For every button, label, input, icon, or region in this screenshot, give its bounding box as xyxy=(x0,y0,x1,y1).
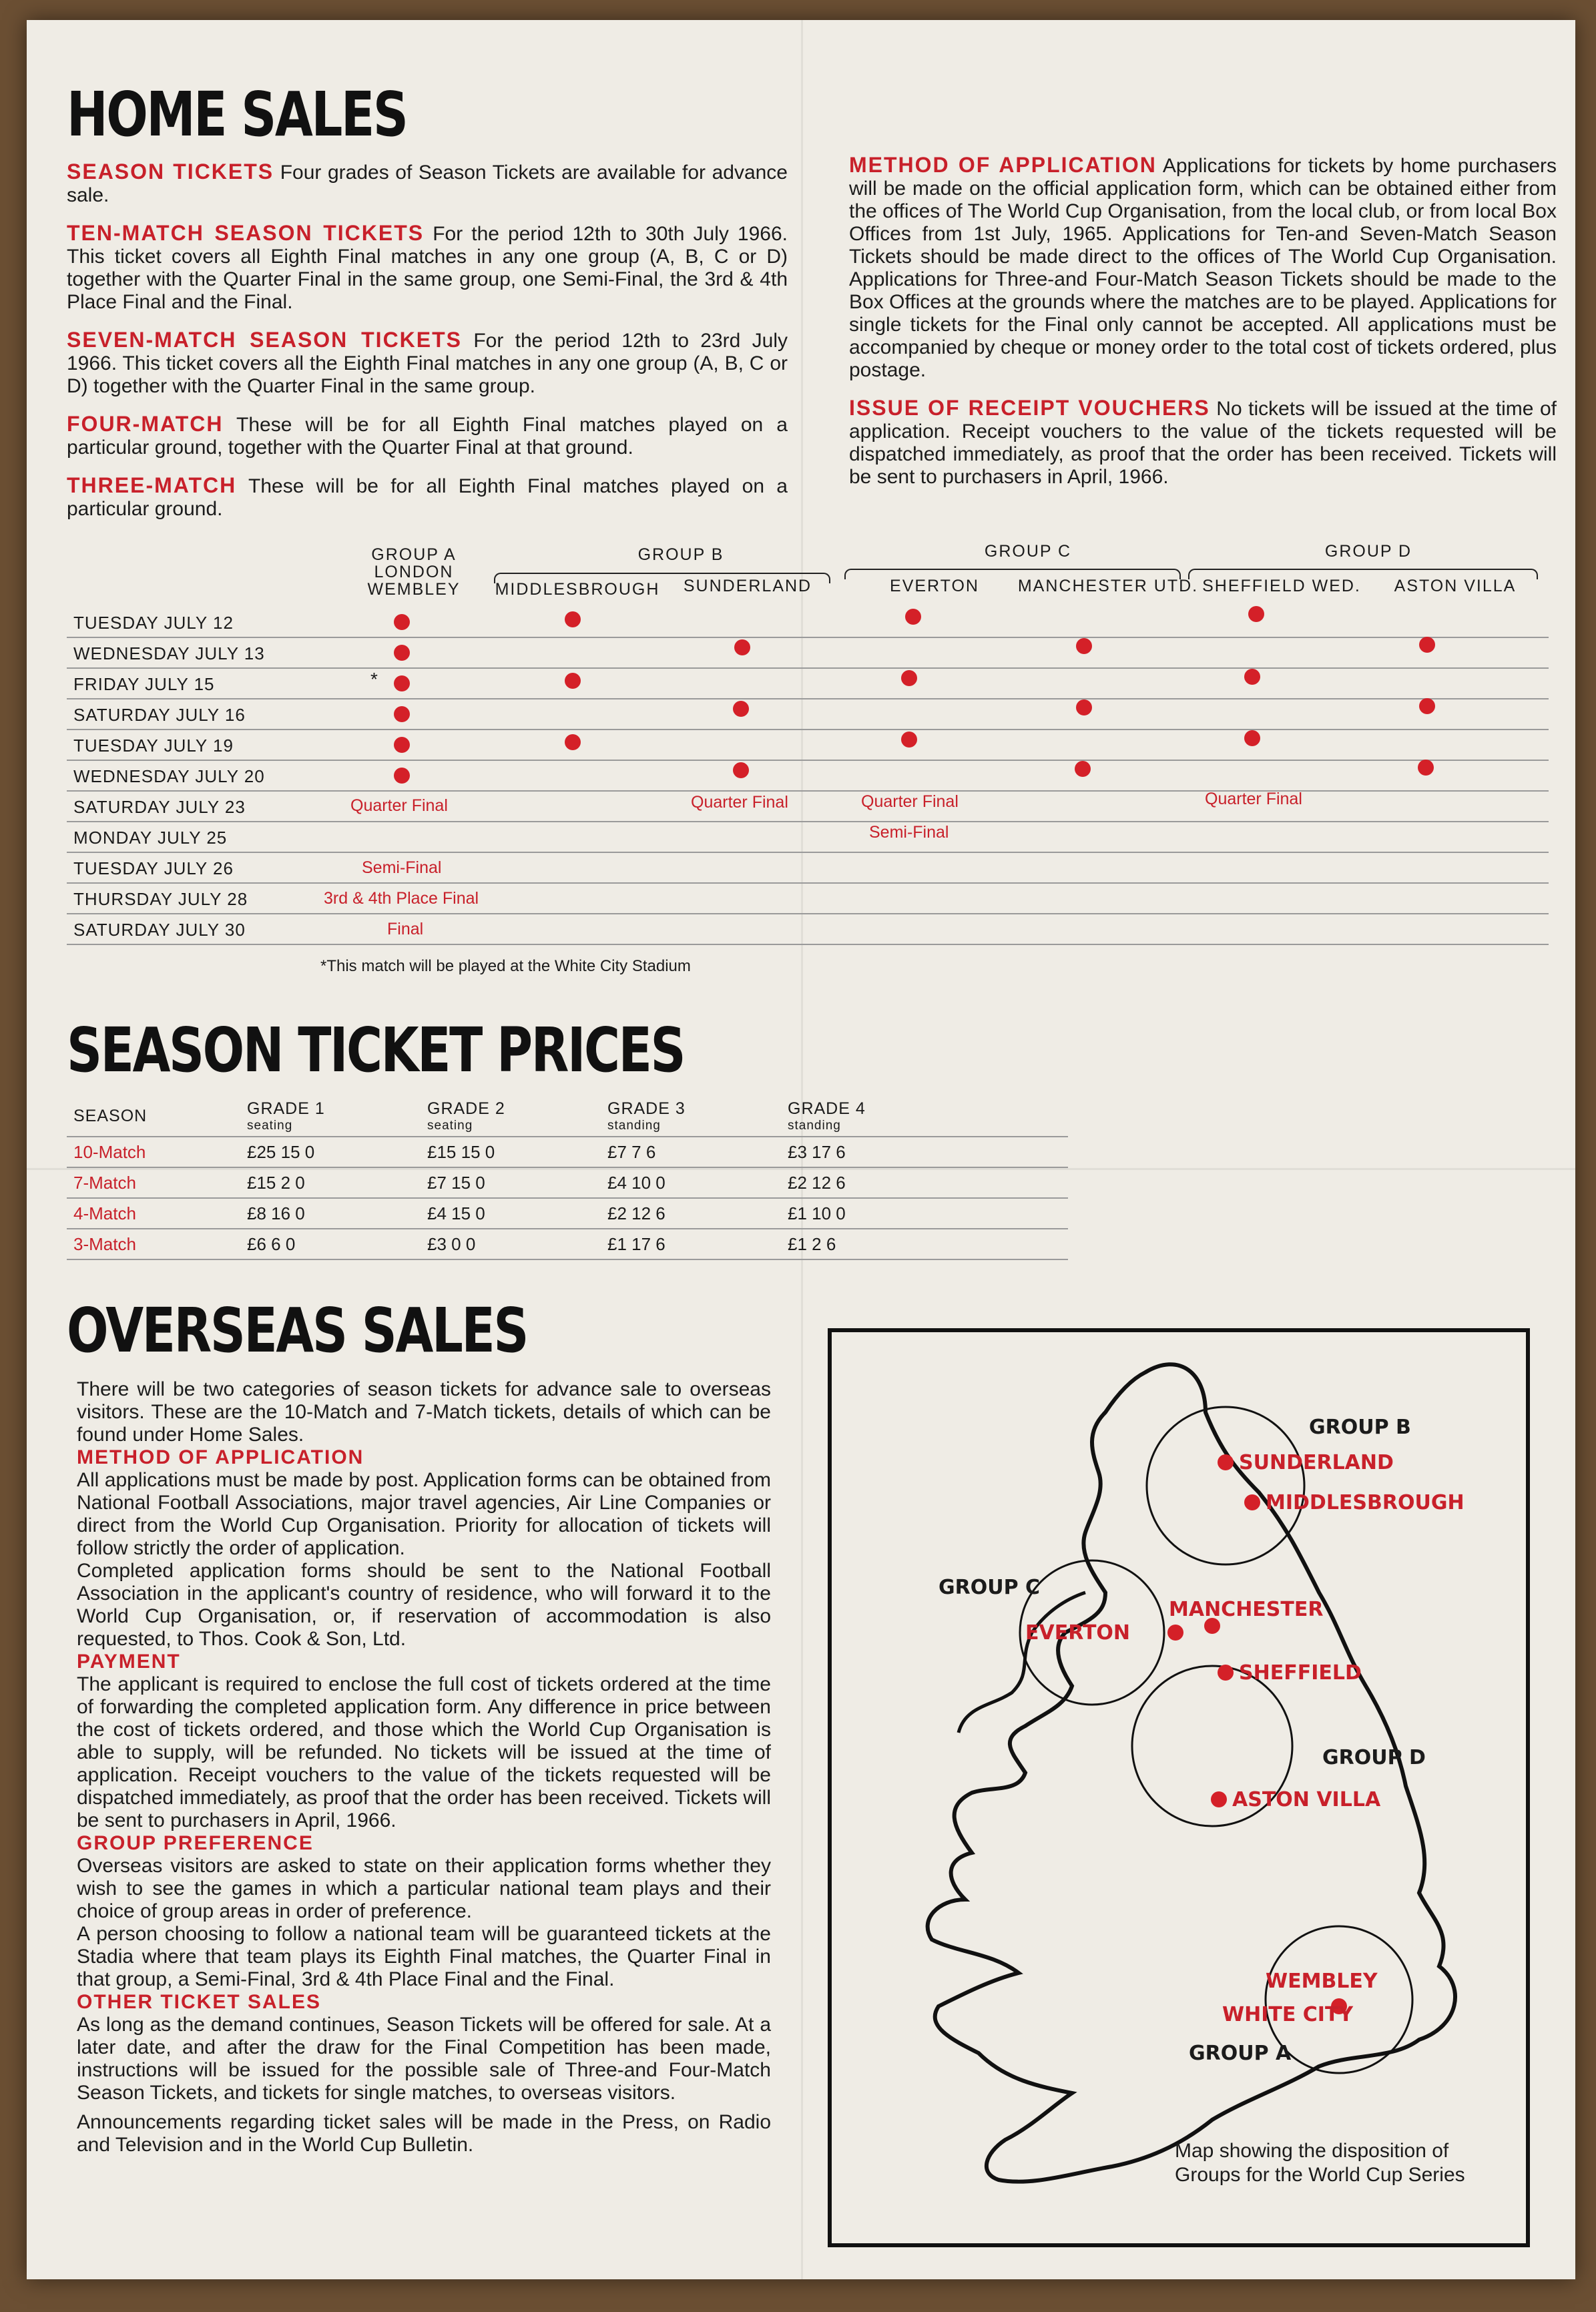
three-match-label: THREE-MATCH xyxy=(67,473,237,497)
row-divider xyxy=(67,637,1549,638)
venue-middlesbrough: MIDDLESBROUGH xyxy=(495,580,660,599)
event-third-place-final: 3rd & 4th Place Final xyxy=(324,889,479,908)
ten-match-text: For the period 12th to 30th July 1966. This ticket covers all Eighth Final matches in any one group (A, B, C or D) together with the Quarter Final in the same group, one Semi-Final, the 3rd & 4th Place Final and the Final. xyxy=(67,223,788,313)
match-dot xyxy=(1418,760,1434,776)
home-sales-right-column xyxy=(849,154,1557,489)
event-final: Final xyxy=(387,920,424,938)
match-dot xyxy=(1244,669,1260,685)
venue-everton: EVERTON xyxy=(890,577,979,595)
match-dot xyxy=(733,701,749,717)
overseas-method-text: All applications must be made by post. Application forms can be obtained from National Football Associations, major travel agencies, Air Line Companies or direct from the World Cup Organisation. Priority for allocation of tickets will follow strictly the order of application. xyxy=(77,1469,771,1559)
map-sunderland-label: SUNDERLAND xyxy=(1239,1451,1394,1474)
grade2-sub: seating xyxy=(427,1118,473,1133)
city-dot xyxy=(1244,1494,1260,1510)
grade4-sub: standing xyxy=(788,1118,841,1133)
match-dot xyxy=(901,670,917,686)
grade4-label: GRADE 4 xyxy=(788,1099,866,1118)
day-row: MONDAY JULY 25 xyxy=(73,828,228,848)
row-season: 7-Match xyxy=(67,1167,240,1198)
price-cell: £8 16 0 xyxy=(240,1198,421,1229)
season-tickets-text: Four grades of Season Tickets are available for advance sale. xyxy=(67,162,788,206)
three-match-para xyxy=(67,474,788,521)
map-caption xyxy=(1175,2139,1465,2187)
seven-match-para xyxy=(67,328,788,398)
home-sales-left-column xyxy=(67,160,788,521)
four-match-label: FOUR-MATCH xyxy=(67,412,224,436)
table-row xyxy=(67,1137,1068,1167)
overseas-method-label: METHOD OF APPLICATION xyxy=(77,1446,364,1468)
schedule-footnote: *This match will be played at the White City Stadium xyxy=(320,957,691,975)
map-group-a-label: GROUP A xyxy=(1189,2042,1292,2065)
grade1-label: GRADE 1 xyxy=(247,1099,325,1118)
grade3-label: GRADE 3 xyxy=(607,1099,686,1118)
header-grade3 xyxy=(601,1096,781,1137)
header-grade1 xyxy=(240,1096,421,1137)
match-dot xyxy=(1076,699,1092,715)
group-a-venue2: WEMBLEY xyxy=(367,580,461,599)
day-row: TUESDAY JULY 19 xyxy=(73,736,234,756)
venue-aston-villa: ASTON VILLA xyxy=(1394,577,1517,595)
match-dot xyxy=(394,768,410,784)
price-cell: £1 10 0 xyxy=(781,1198,961,1229)
group-preference-label: GROUP PREFERENCE xyxy=(77,1832,314,1854)
price-cell: £1 17 6 xyxy=(601,1229,781,1259)
overseas-method-text2: Completed application forms should be sent to the National Football Association in the applicant's country of residence, who will forward it to the World Cup Organisation, or, if reservation of accommodation is also requested, to Thos. Cook & Son, Ltd. xyxy=(77,1560,771,1650)
overseas-column xyxy=(77,1378,771,2156)
receipt-label: ISSUE OF RECEIPT VOUCHERS xyxy=(849,396,1210,420)
row-divider xyxy=(67,882,1549,884)
prices-table xyxy=(67,1096,1068,1260)
map-group-b-label: GROUP B xyxy=(1309,1416,1411,1439)
match-dot xyxy=(1419,637,1435,653)
season-tickets-label: SEASON TICKETS xyxy=(67,160,274,184)
row-divider xyxy=(67,821,1549,822)
row-divider xyxy=(67,729,1549,730)
price-cell: £1 2 6 xyxy=(781,1229,961,1259)
day-row: THURSDAY JULY 28 xyxy=(73,889,248,909)
ten-match-label: TEN-MATCH SEASON TICKETS xyxy=(67,221,425,245)
row-season: 3-Match xyxy=(67,1229,240,1259)
overseas-heading: OVERSEAS SALES xyxy=(67,1295,527,1366)
four-match-para xyxy=(67,412,788,459)
venue-manchester: MANCHESTER UTD. xyxy=(1017,577,1199,595)
price-cell: £3 0 0 xyxy=(421,1229,601,1259)
row-divider xyxy=(67,760,1549,761)
row-divider xyxy=(67,852,1549,853)
group-a-header xyxy=(340,546,487,598)
table-row xyxy=(67,1198,1068,1229)
event-quarter-final-c: Quarter Final xyxy=(861,792,959,811)
event-quarter-final-b: Quarter Final xyxy=(691,793,788,812)
spacer-cell xyxy=(961,1198,1068,1229)
match-dot xyxy=(565,673,581,689)
event-quarter-final-d: Quarter Final xyxy=(1205,790,1302,808)
match-dot xyxy=(734,639,750,655)
match-dot xyxy=(1419,698,1435,714)
city-dot xyxy=(1211,1791,1227,1807)
venue-sheffield: SHEFFIELD WED. xyxy=(1202,577,1361,595)
match-dot xyxy=(1244,730,1260,746)
payment-text: The applicant is required to enclose the full cost of tickets ordered at the time of forwarding the completed application form. Any difference in price between the cost of tickets ordered, and those which the World Cup Organisation is able to supply, will be refunded. No tickets will be issued at the time of application. Receipt vouchers to the value of the tickets requested will be dispatched immediately, as proof that the order has been received. Tickets will be sent to purchasers in April, 1966. xyxy=(77,1673,771,1831)
match-dot xyxy=(1076,638,1092,654)
price-cell: £15 2 0 xyxy=(240,1167,421,1198)
day-row: TUESDAY JULY 26 xyxy=(73,858,234,878)
map-aston-villa-label: ASTON VILLA xyxy=(1232,1788,1381,1811)
city-dot xyxy=(1218,1454,1234,1470)
match-dot xyxy=(733,762,749,778)
group-a-venue: LONDON xyxy=(374,563,454,581)
table-row xyxy=(67,1229,1068,1259)
leaflet-sheet xyxy=(27,20,1575,2279)
map-sheffield-label: SHEFFIELD xyxy=(1239,1661,1362,1685)
method-para xyxy=(849,154,1557,382)
match-dot xyxy=(905,609,921,625)
map-middlesbrough-label: MIDDLESBROUGH xyxy=(1266,1491,1465,1514)
match-dot xyxy=(394,706,410,722)
group-b-circle xyxy=(1147,1407,1304,1564)
other-ticket-sales-text: As long as the demand continues, Season Tickets will be offered for sale. At a later date, and after the draw for the Final Competition has been made, instructions will be issued for the possible sale of Three-and Four-Match Season Tickets, and tickets for single matches, to overseas visitors. xyxy=(77,2014,771,2104)
price-cell: £15 15 0 xyxy=(421,1137,601,1167)
receipt-text: No tickets will be issued at the time of application. Receipt vouchers to the value of the tickets requested will be dispatched immediately, as proof that the order has been received. Tickets will be sent to purchasers in April, 1966. xyxy=(849,398,1557,488)
map-white-city-label: WHITE CITY xyxy=(1222,2003,1354,2026)
row-divider xyxy=(67,698,1549,699)
map-group-c-label: GROUP C xyxy=(939,1576,1041,1599)
row-divider xyxy=(67,913,1549,914)
england-map-svg xyxy=(832,1332,1526,2243)
four-match-text: These will be for all Eighth Final matches played on a particular ground, together with the Quarter Final at that ground. xyxy=(67,414,788,459)
home-sales-heading: HOME SALES xyxy=(67,79,407,150)
row-divider xyxy=(67,944,1549,945)
price-cell: £25 15 0 xyxy=(240,1137,421,1167)
row-season: 4-Match xyxy=(67,1198,240,1229)
price-cell: £2 12 6 xyxy=(781,1167,961,1198)
price-cell: £4 15 0 xyxy=(421,1198,601,1229)
match-dot xyxy=(565,734,581,750)
map-caption-line1: Map showing the disposition of xyxy=(1175,2140,1449,2162)
venue-sunderland: SUNDERLAND xyxy=(683,577,812,595)
city-dot xyxy=(1218,1665,1234,1681)
row-season: 10-Match xyxy=(67,1137,240,1167)
price-cell: £3 17 6 xyxy=(781,1137,961,1167)
price-cell: £4 10 0 xyxy=(601,1167,781,1198)
method-label: METHOD OF APPLICATION xyxy=(849,153,1157,177)
day-row: WEDNESDAY JULY 20 xyxy=(73,766,265,786)
table-row xyxy=(67,1167,1068,1198)
price-cell: £7 15 0 xyxy=(421,1167,601,1198)
seven-match-label: SEVEN-MATCH SEASON TICKETS xyxy=(67,328,463,352)
day-row: SATURDAY JULY 23 xyxy=(73,797,246,817)
day-row: TUESDAY JULY 12 xyxy=(73,613,234,633)
match-dot xyxy=(394,614,410,630)
overseas-intro: There will be two categories of season tickets for advance sale to overseas visitors. These are the 10-Match and 7-Match tickets, details of which can be found under Home Sales. xyxy=(77,1378,771,1446)
map-everton-label: EVERTON xyxy=(1025,1621,1131,1645)
prices-heading: SEASON TICKET PRICES xyxy=(67,1015,685,1086)
spacer-cell xyxy=(961,1229,1068,1259)
grade2-label: GRADE 2 xyxy=(427,1099,505,1118)
other-ticket-sales-label: OTHER TICKET SALES xyxy=(77,1991,322,2013)
spacer-cell xyxy=(961,1167,1068,1198)
three-match-text: These will be for all Eighth Final matches played on a particular ground. xyxy=(67,475,788,520)
season-tickets-para xyxy=(67,160,788,207)
match-dot xyxy=(565,611,581,627)
day-row: SATURDAY JULY 30 xyxy=(73,920,246,940)
method-text: Applications for tickets by home purchasers will be made on the official application form, which can be obtained either from the offices of The World Cup Organisation, from the local club, or from local Box Offices from 1st July, 1965. Applications for Ten-and Seven-Match Season Tickets should be made direct to the offices of The World Cup Organisation. Applications for Three-and Four-Match Season Tickets should be made to the Box Offices at the grounds where the matches are to be played. Applications for single tickets for the Final only cannot be accepted. All applications must be accompanied by cheque or money order to the total cost of tickets ordered, plus postage. xyxy=(849,155,1557,381)
match-dot xyxy=(1075,761,1091,777)
grade3-sub: standing xyxy=(607,1118,661,1133)
map-manchester-label: MANCHESTER xyxy=(1169,1598,1324,1621)
event-semi-final-c: Semi-Final xyxy=(869,823,949,842)
group-d-name: GROUP D xyxy=(1324,542,1412,561)
match-dot xyxy=(901,732,917,748)
header-season: SEASON xyxy=(67,1096,240,1137)
group-map xyxy=(828,1328,1530,2247)
header-grade2 xyxy=(421,1096,601,1137)
seven-match-text: For the period 12th to 23rd July 1966. This ticket covers all the Eighth Final matches in any one group (A, B, C or D) together with the Quarter Final in the same group. xyxy=(67,330,788,397)
payment-label: PAYMENT xyxy=(77,1651,181,1673)
day-row: WEDNESDAY JULY 13 xyxy=(73,643,265,663)
match-dot xyxy=(1248,606,1264,622)
grade1-sub: seating xyxy=(247,1118,293,1133)
price-cell: £6 6 0 xyxy=(240,1229,421,1259)
group-c-name: GROUP C xyxy=(984,542,1072,561)
group-preference-text2: A person choosing to follow a national team will be guaranteed tickets at the Stadia where that team plays its Eighth Final matches, the Quarter Final in that group, a Semi-Final, 3rd & 4th Place Final and the Final. xyxy=(77,1923,771,1990)
price-cell: £2 12 6 xyxy=(601,1198,781,1229)
day-row: FRIDAY JULY 15 xyxy=(73,674,215,694)
group-preference-text: Overseas visitors are asked to state on their application forms whether they wish to see the games in which a particular national team plays and their choice of group areas in order of preference. xyxy=(77,1855,771,1922)
receipt-para xyxy=(849,396,1557,489)
event-semi-final-a: Semi-Final xyxy=(362,858,442,877)
spacer-cell xyxy=(961,1137,1068,1167)
city-dot xyxy=(1167,1625,1183,1641)
map-wembley-label: WEMBLEY xyxy=(1266,1970,1378,1993)
asterisk-mark: * xyxy=(370,669,378,689)
price-cell: £7 7 6 xyxy=(601,1137,781,1167)
header-spacer xyxy=(961,1096,1068,1137)
row-divider xyxy=(67,667,1549,669)
row-divider xyxy=(67,790,1549,792)
day-row: SATURDAY JULY 16 xyxy=(73,705,246,725)
announcements-text: Announcements regarding ticket sales will be made in the Press, on Radio and Television and in the World Cup Bulletin. xyxy=(77,2111,771,2156)
match-dot xyxy=(394,675,410,691)
ten-match-para xyxy=(67,222,788,314)
map-group-d-label: GROUP D xyxy=(1322,1746,1426,1769)
group-a-name: GROUP A xyxy=(371,545,457,564)
match-dot xyxy=(394,737,410,753)
header-grade4 xyxy=(781,1096,961,1137)
map-caption-line2: Groups for the World Cup Series xyxy=(1175,2164,1465,2186)
group-b-name: GROUP B xyxy=(637,545,724,564)
prices-header-row xyxy=(67,1096,1068,1137)
event-quarter-final-a: Quarter Final xyxy=(350,796,448,815)
match-dot xyxy=(394,645,410,661)
